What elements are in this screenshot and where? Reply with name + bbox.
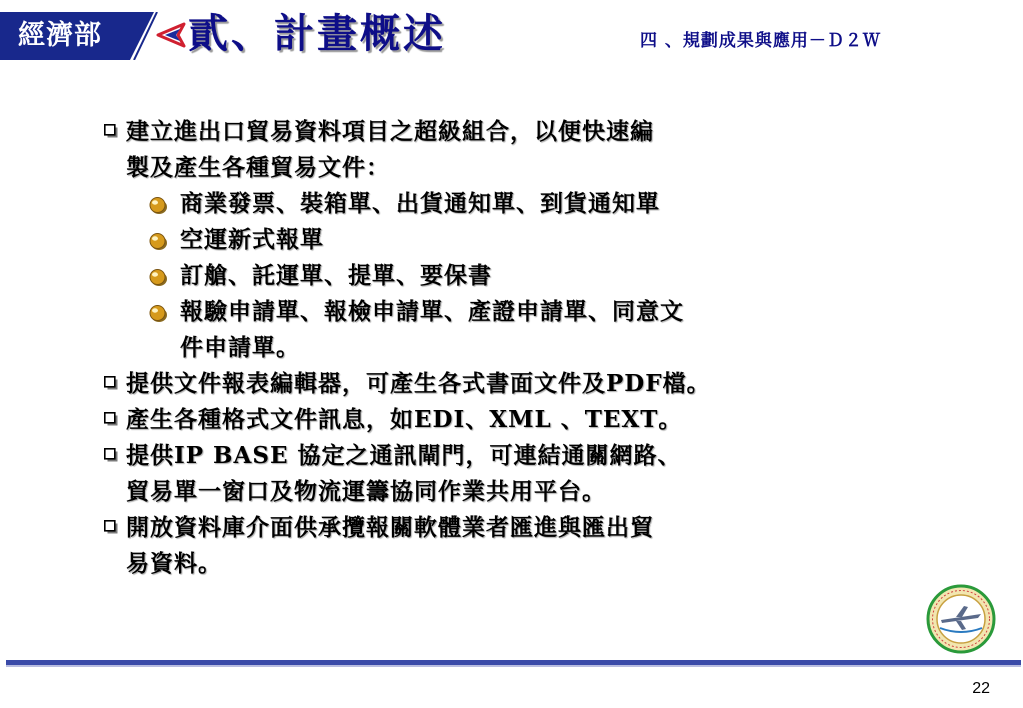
sub-bullet-line: 報驗申請單、報檢申請單、產證申請單、同意文	[180, 298, 684, 325]
bullet-line: 產生各種格式文件訊息，如EDI、XML 、TEXT。	[126, 406, 683, 433]
bullet-item	[96, 438, 876, 510]
bullet-line: 貿易單一窗口及物流運籌協同作業共用平台。	[126, 478, 606, 505]
footer-divider	[6, 660, 1021, 668]
bullet-line: 提供IP BASE 協定之通訊閘門，可連結通關網路、	[126, 442, 682, 469]
bullet-line: 提供文件報表編輯器，可產生各式書面文件及PDF檔。	[126, 370, 711, 397]
checkbox-bullet-icon	[104, 412, 118, 426]
bullet-line: 易資料。	[126, 550, 222, 577]
bullet-item	[96, 510, 876, 582]
bullet-line: 建立進出口貿易資料項目之超級組合，以便快速編	[126, 118, 654, 145]
bullet-item	[96, 366, 876, 402]
page-number: 22	[972, 680, 990, 697]
checkbox-bullet-icon	[104, 376, 118, 390]
checkbox-bullet-icon	[104, 448, 118, 462]
bullet-item	[96, 402, 876, 438]
bullet-list	[96, 114, 876, 582]
sub-bullet-line: 空運新式報單	[180, 226, 324, 253]
gold-ball-bullet-icon	[148, 267, 168, 287]
bullet-item	[96, 114, 876, 186]
gold-ball-bullet-icon	[148, 231, 168, 251]
sub-bullet-line: 訂艙、託運單、提單、要保書	[180, 262, 492, 289]
gold-ball-bullet-icon	[148, 303, 168, 323]
ministry-logo-icon	[156, 22, 186, 48]
customs-seal-icon	[926, 584, 996, 654]
page-title: 貳、計畫概述	[188, 10, 446, 57]
checkbox-bullet-icon	[104, 520, 118, 534]
sub-bullet-item	[96, 186, 876, 222]
bullet-line: 開放資料庫介面供承攬報關軟體業者匯進與匯出貿	[126, 514, 654, 541]
sub-bullet-line: 商業發票、裝箱單、出貨通知單、到貨通知單	[180, 190, 660, 217]
ministry-name: 經濟部	[18, 20, 102, 51]
slide-header	[0, 0, 1023, 70]
sub-bullet-item	[96, 294, 876, 366]
bullet-line: 製及產生各種貿易文件：	[126, 154, 390, 181]
section-reference: 四 、規劃成果與應用－Ｄ２Ｗ	[640, 31, 881, 51]
sub-bullet-item	[96, 222, 876, 258]
sub-bullet-line: 件申請單。	[180, 334, 300, 361]
checkbox-bullet-icon	[104, 124, 118, 138]
gold-ball-bullet-icon	[148, 195, 168, 215]
sub-bullet-item	[96, 258, 876, 294]
